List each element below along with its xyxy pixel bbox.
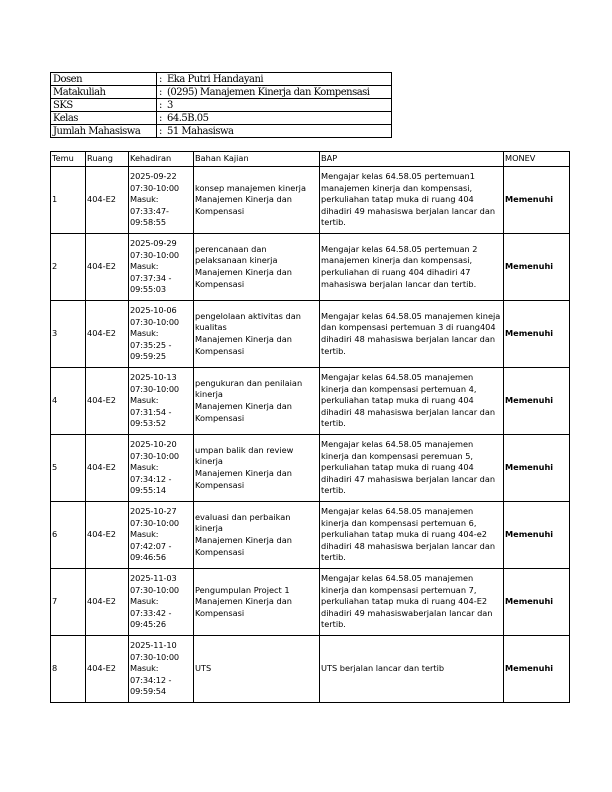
table-row [51, 435, 570, 502]
info-label: Matakuliah [51, 86, 157, 99]
temu-cell: 7 [51, 569, 86, 636]
bahan-kajian-course: Manajemen Kinerja dan Kompensasi [195, 468, 292, 490]
kehadiran-cell: 2025-10-27 07:30-10:00 Masuk: 07:42:07 - 09:46:56 [129, 502, 194, 569]
bahan-kajian-course: Manajemen Kinerja dan Kompensasi [195, 267, 292, 289]
table-row [51, 569, 570, 636]
ruang-cell: 404-E2 [86, 435, 129, 502]
temu-cell: 4 [51, 368, 86, 435]
bahan-kajian-course: Manajemen Kinerja dan Kompensasi [195, 194, 292, 216]
header-temu: Temu [51, 152, 86, 167]
ruang-cell: 404-E2 [86, 569, 129, 636]
ruang-cell: 404-E2 [86, 636, 129, 703]
kehadiran-cell: 2025-09-22 07:30-10:00 Masuk: 07:33:47- 09:58:55 [129, 167, 194, 234]
monev-cell: Memenuhi [504, 435, 570, 502]
bahan-kajian-topic: pengelolaan aktivitas dan kualitas [195, 310, 301, 333]
bahan-kajian-course: Manajemen Kinerja dan Kompensasi [195, 596, 292, 618]
bahan-kajian-course: Manajemen Kinerja dan Kompensasi [195, 334, 292, 356]
kehadiran-cell: 2025-09-29 07:30-10:00 Masuk: 07:37:34 - 09:55:03 [129, 234, 194, 301]
course-info-table [50, 72, 392, 138]
bap-cell: Mengajar kelas 64.58.05 manajemen kineja dan kompensasi pertemuan 3 di ruang404 dihadiri 48 mahasiswa berjalan lancar dan tertib. [320, 301, 504, 368]
info-separator: : [159, 112, 162, 124]
bahan-kajian-topic: konsep manajemen kinerja [195, 182, 306, 193]
bahan-kajian-course: Manajemen Kinerja dan Kompensasi [195, 401, 292, 423]
bahan-kajian-topic: perencanaan dan pelaksanaan kinerja [195, 243, 278, 266]
bahan-kajian-cell [194, 636, 320, 703]
monev-cell: Memenuhi [504, 569, 570, 636]
bap-cell: Mengajar kelas 64.58.05 manajemen kinerja dan kompensasi pertemuan 7, perkuliahan tatap muka di ruang 404-E2 dihadiri 49 mahasiswaberjalan lancar dan tertib. [320, 569, 504, 636]
info-row [51, 112, 392, 125]
bahan-kajian-topic: evaluasi dan perbaikan kinerja [195, 511, 291, 534]
bahan-kajian-topic: pengukuran dan penilaian kinerja [195, 377, 303, 400]
info-value: 64.5B.05 [167, 112, 209, 124]
monev-cell: Memenuhi [504, 636, 570, 703]
bap-cell: Mengajar kelas 64.58.05 manajemen kinerja dan kompensasi pertemuan 6, perkuliahan tatap muka di ruang 404-e2 dihadiri 48 mahasiswa berjalan lancar dan tertib. [320, 502, 504, 569]
info-row [51, 125, 392, 138]
course-info-body [51, 73, 392, 138]
info-value-cell [157, 86, 392, 99]
bahan-kajian-topic: UTS [195, 663, 212, 674]
attendance-header-row [51, 152, 570, 167]
bahan-kajian-cell [194, 435, 320, 502]
bahan-kajian-course: Manajemen Kinerja dan Kompensasi [195, 535, 292, 557]
table-row [51, 234, 570, 301]
bap-cell: UTS berjalan lancar dan tertib [320, 636, 504, 703]
temu-cell: 8 [51, 636, 86, 703]
info-value: (0295) Manajemen Kinerja dan Kompensasi [167, 86, 370, 98]
attendance-body [51, 167, 570, 703]
kehadiran-cell: 2025-11-10 07:30-10:00 Masuk: 07:34:12 - 09:59:54 [129, 636, 194, 703]
bahan-kajian-topic: Pengumpulan Project 1 [195, 584, 290, 595]
bahan-kajian-cell [194, 301, 320, 368]
monev-cell: Memenuhi [504, 301, 570, 368]
info-label: Dosen [51, 73, 157, 86]
header-kehadiran: Kehadiran [129, 152, 194, 167]
info-label: Jumlah Mahasiswa [51, 125, 157, 138]
info-row [51, 73, 392, 86]
info-label: Kelas [51, 112, 157, 125]
info-value-cell [157, 99, 392, 112]
table-row [51, 167, 570, 234]
temu-cell: 3 [51, 301, 86, 368]
table-row [51, 502, 570, 569]
info-row [51, 86, 392, 99]
header-bap: BAP [320, 152, 504, 167]
bap-cell: Mengajar kelas 64.58.05 manajemen kinerja dan kompensasi peremuan 5, perkuliahan tatap muka di ruang 404 dihadiri 47 mahasiswa berjalan lancar dan tertib. [320, 435, 504, 502]
info-value: Eka Putri Handayani [167, 73, 264, 85]
info-label: SKS [51, 99, 157, 112]
table-row [51, 636, 570, 703]
temu-cell: 1 [51, 167, 86, 234]
monev-cell: Memenuhi [504, 234, 570, 301]
kehadiran-cell: 2025-10-20 07:30-10:00 Masuk: 07:34:12 - 09:55:14 [129, 435, 194, 502]
info-value: 51 Mahasiswa [167, 125, 234, 137]
ruang-cell: 404-E2 [86, 234, 129, 301]
table-row [51, 301, 570, 368]
bahan-kajian-cell [194, 502, 320, 569]
bahan-kajian-topic: umpan balik dan review kinerja [195, 444, 294, 467]
header-monev: MONEV [504, 152, 570, 167]
info-value-cell [157, 112, 392, 125]
bahan-kajian-cell [194, 234, 320, 301]
bap-cell: Mengajar kelas 64.58.05 pertemuan1 manajemen kinerja dan kompensasi, perkuliahan tatap muka di ruang 404 dihadiri 49 mahasiswa berjalan lancar dan tertib. [320, 167, 504, 234]
info-value-cell [157, 73, 392, 86]
ruang-cell: 404-E2 [86, 502, 129, 569]
temu-cell: 5 [51, 435, 86, 502]
attendance-table [50, 151, 570, 703]
info-value-cell [157, 125, 392, 138]
monev-cell: Memenuhi [504, 368, 570, 435]
ruang-cell: 404-E2 [86, 368, 129, 435]
kehadiran-cell: 2025-11-03 07:30-10:00 Masuk: 07:33:42 - 09:45:26 [129, 569, 194, 636]
ruang-cell: 404-E2 [86, 167, 129, 234]
header-ruang: Ruang [86, 152, 129, 167]
bahan-kajian-cell [194, 368, 320, 435]
info-separator: : [159, 86, 162, 98]
bahan-kajian-cell [194, 569, 320, 636]
kehadiran-cell: 2025-10-13 07:30-10:00 Masuk: 07:31:54 - 09:53:52 [129, 368, 194, 435]
temu-cell: 6 [51, 502, 86, 569]
info-separator: : [159, 99, 162, 111]
monev-cell: Memenuhi [504, 167, 570, 234]
bap-cell: Mengajar kelas 64.58.05 manajemen kinerja dan kompensasi pertemuan 4, perkuliahan tatap muka di ruang 404 dihadiri 48 mahasiswa berjalan lancar dan tertib. [320, 368, 504, 435]
monev-cell: Memenuhi [504, 502, 570, 569]
info-separator: : [159, 125, 162, 137]
temu-cell: 2 [51, 234, 86, 301]
bahan-kajian-cell [194, 167, 320, 234]
table-row [51, 368, 570, 435]
ruang-cell: 404-E2 [86, 301, 129, 368]
info-row [51, 99, 392, 112]
bap-cell: Mengajar kelas 64.58.05 pertemuan 2 manajemen kinerja dan kompensasi, perkuliahan di ruang 404 dihadiri 47 mahasiswa berjalan lancar dan tertib. [320, 234, 504, 301]
info-value: 3 [167, 99, 173, 111]
header-bahan-kajian: Bahan Kajian [194, 152, 320, 167]
kehadiran-cell: 2025-10-06 07:30-10:00 Masuk: 07:35:25 - 09:59:25 [129, 301, 194, 368]
info-separator: : [159, 73, 162, 85]
